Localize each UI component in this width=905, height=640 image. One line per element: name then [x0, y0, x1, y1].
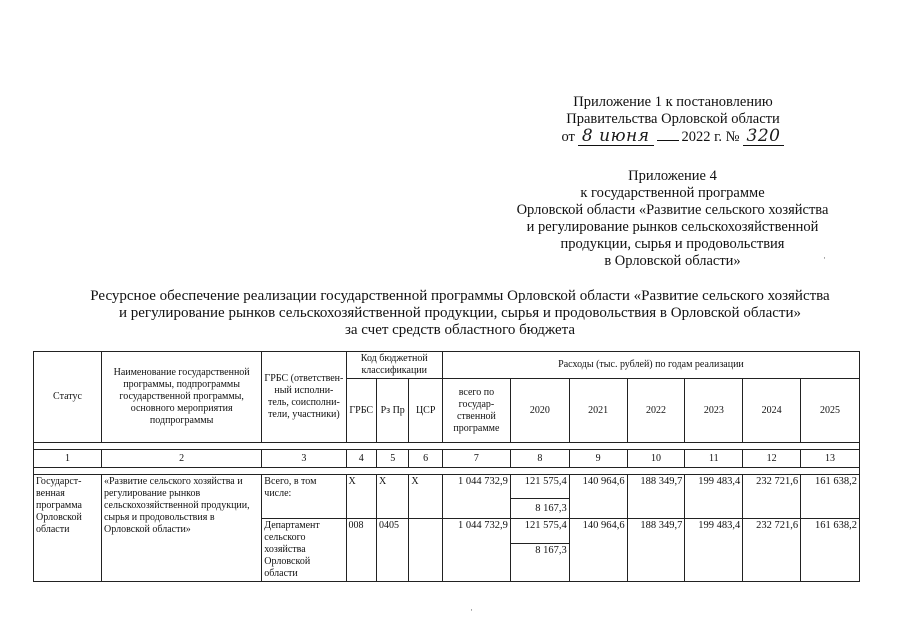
title-line: Ресурсное обеспечение реализации государственной программы Орловской области «Развитие сельского хозяйства	[90, 288, 830, 304]
column-number-row	[34, 450, 860, 468]
column-number: 5	[376, 450, 408, 468]
column-number: 13	[801, 450, 860, 468]
header-grbs-responsible: ГРБС (ответствен-ный исполни-тель, соисполни-тели, участники)	[262, 352, 346, 443]
value-2025: 161 638,2	[801, 519, 860, 582]
appendix-4-line: Приложение 4	[628, 168, 717, 184]
total-cell: 1 044 732,9	[442, 519, 510, 582]
rzpr-cell: 0405	[376, 519, 408, 582]
grbs-code-cell: 008	[346, 519, 376, 582]
column-number: 1	[34, 450, 102, 468]
appendix-4-line: продукции, сырья и продовольствия	[560, 236, 785, 252]
header-year-2022: 2022	[627, 379, 685, 443]
document-title	[40, 288, 880, 339]
column-number: 7	[442, 450, 510, 468]
header-year-2025: 2025	[801, 379, 860, 443]
value-2021: 140 964,6	[569, 475, 627, 519]
resource-table	[33, 351, 860, 582]
column-number: 12	[743, 450, 801, 468]
appendix-1-line-1: Приложение 1 к постановлению	[573, 94, 773, 110]
header-name: Наименование государственной программы, подпрограммы государственной программы, основного мероприятия подпрограммы	[101, 352, 261, 443]
status-cell: Государст-венная программа Орловской области	[34, 475, 102, 582]
column-number: 4	[346, 450, 376, 468]
grbs-code-cell: Х	[346, 475, 376, 519]
date-prefix: от	[561, 129, 575, 145]
scan-speck: ·	[823, 253, 826, 263]
value-2022: 188 349,7	[627, 475, 685, 519]
date-underline	[657, 128, 679, 141]
value-2020-additional: 8 167,3	[510, 544, 569, 582]
appendix-4-line: к государственной программе	[580, 185, 765, 201]
column-number: 10	[627, 450, 685, 468]
value-2020: 121 575,4	[510, 475, 569, 499]
appendix-4-block	[500, 168, 845, 270]
value-2025: 161 638,2	[801, 475, 860, 519]
header-year-2020: 2020	[510, 379, 569, 443]
header-rzpr: Рз Пр	[376, 379, 408, 443]
value-2022: 188 349,7	[627, 519, 685, 582]
date-suffix: 2022 г. №	[681, 129, 740, 145]
header-year-2021: 2021	[569, 379, 627, 443]
header-year-2024: 2024	[743, 379, 801, 443]
appendix-1-line-2: Правительства Орловской области	[566, 111, 780, 127]
header-spacer	[34, 443, 860, 450]
value-2020-additional: 8 167,3	[510, 499, 569, 519]
handwritten-number: 320	[743, 128, 785, 146]
value-2023: 199 483,4	[685, 519, 743, 582]
column-number: 2	[101, 450, 261, 468]
appendix-4-line: и регулирование рынков сельскохозяйственной	[526, 219, 819, 235]
header-status: Статус	[34, 352, 102, 443]
column-number: 6	[409, 450, 443, 468]
column-number: 3	[262, 450, 346, 468]
header-expenses: Расходы (тыс. рублей) по годам реализации	[442, 352, 859, 379]
csr-cell	[409, 519, 443, 582]
value-2021: 140 964,6	[569, 519, 627, 582]
scan-speck: ·	[470, 605, 473, 615]
participant-cell: Департамент сельского хозяйства Орловской области	[262, 519, 346, 582]
column-number: 8	[510, 450, 569, 468]
header-total: всего по государ-ственной программе	[442, 379, 510, 443]
appendix-1-date-line	[548, 128, 798, 146]
appendix-1-block	[548, 94, 798, 146]
appendix-4-line: в Орловской области»	[604, 253, 741, 269]
participant-cell: Всего, в том числе:	[262, 475, 346, 519]
value-2020: 121 575,4	[510, 519, 569, 544]
header-budget-code: Код бюджетной классификации	[346, 352, 442, 379]
title-line: и регулирование рынков сельскохозяйственной продукции, сырья и продовольствия в Орловской области»	[119, 305, 801, 321]
total-cell: 1 044 732,9	[442, 475, 510, 519]
column-number: 9	[569, 450, 627, 468]
title-line: за счет средств областного бюджета	[344, 322, 576, 338]
value-2023: 199 483,4	[685, 475, 743, 519]
header-year-2023: 2023	[685, 379, 743, 443]
number-spacer	[34, 468, 860, 475]
column-number: 11	[685, 450, 743, 468]
rzpr-cell: Х	[376, 475, 408, 519]
program-name-cell: «Развитие сельского хозяйства и регулирование рынков сельскохозяйственной продукции, сырья и продовольствия в Орловской области»	[101, 475, 261, 582]
handwritten-date: 8 июня	[578, 128, 654, 146]
header-csr: ЦСР	[409, 379, 443, 443]
table-row	[34, 475, 860, 499]
header-grbs-code: ГРБС	[346, 379, 376, 443]
value-2024: 232 721,6	[743, 475, 801, 519]
value-2024: 232 721,6	[743, 519, 801, 582]
appendix-4-line: Орловской области «Развитие сельского хозяйства	[516, 202, 829, 218]
csr-cell: Х	[409, 475, 443, 519]
